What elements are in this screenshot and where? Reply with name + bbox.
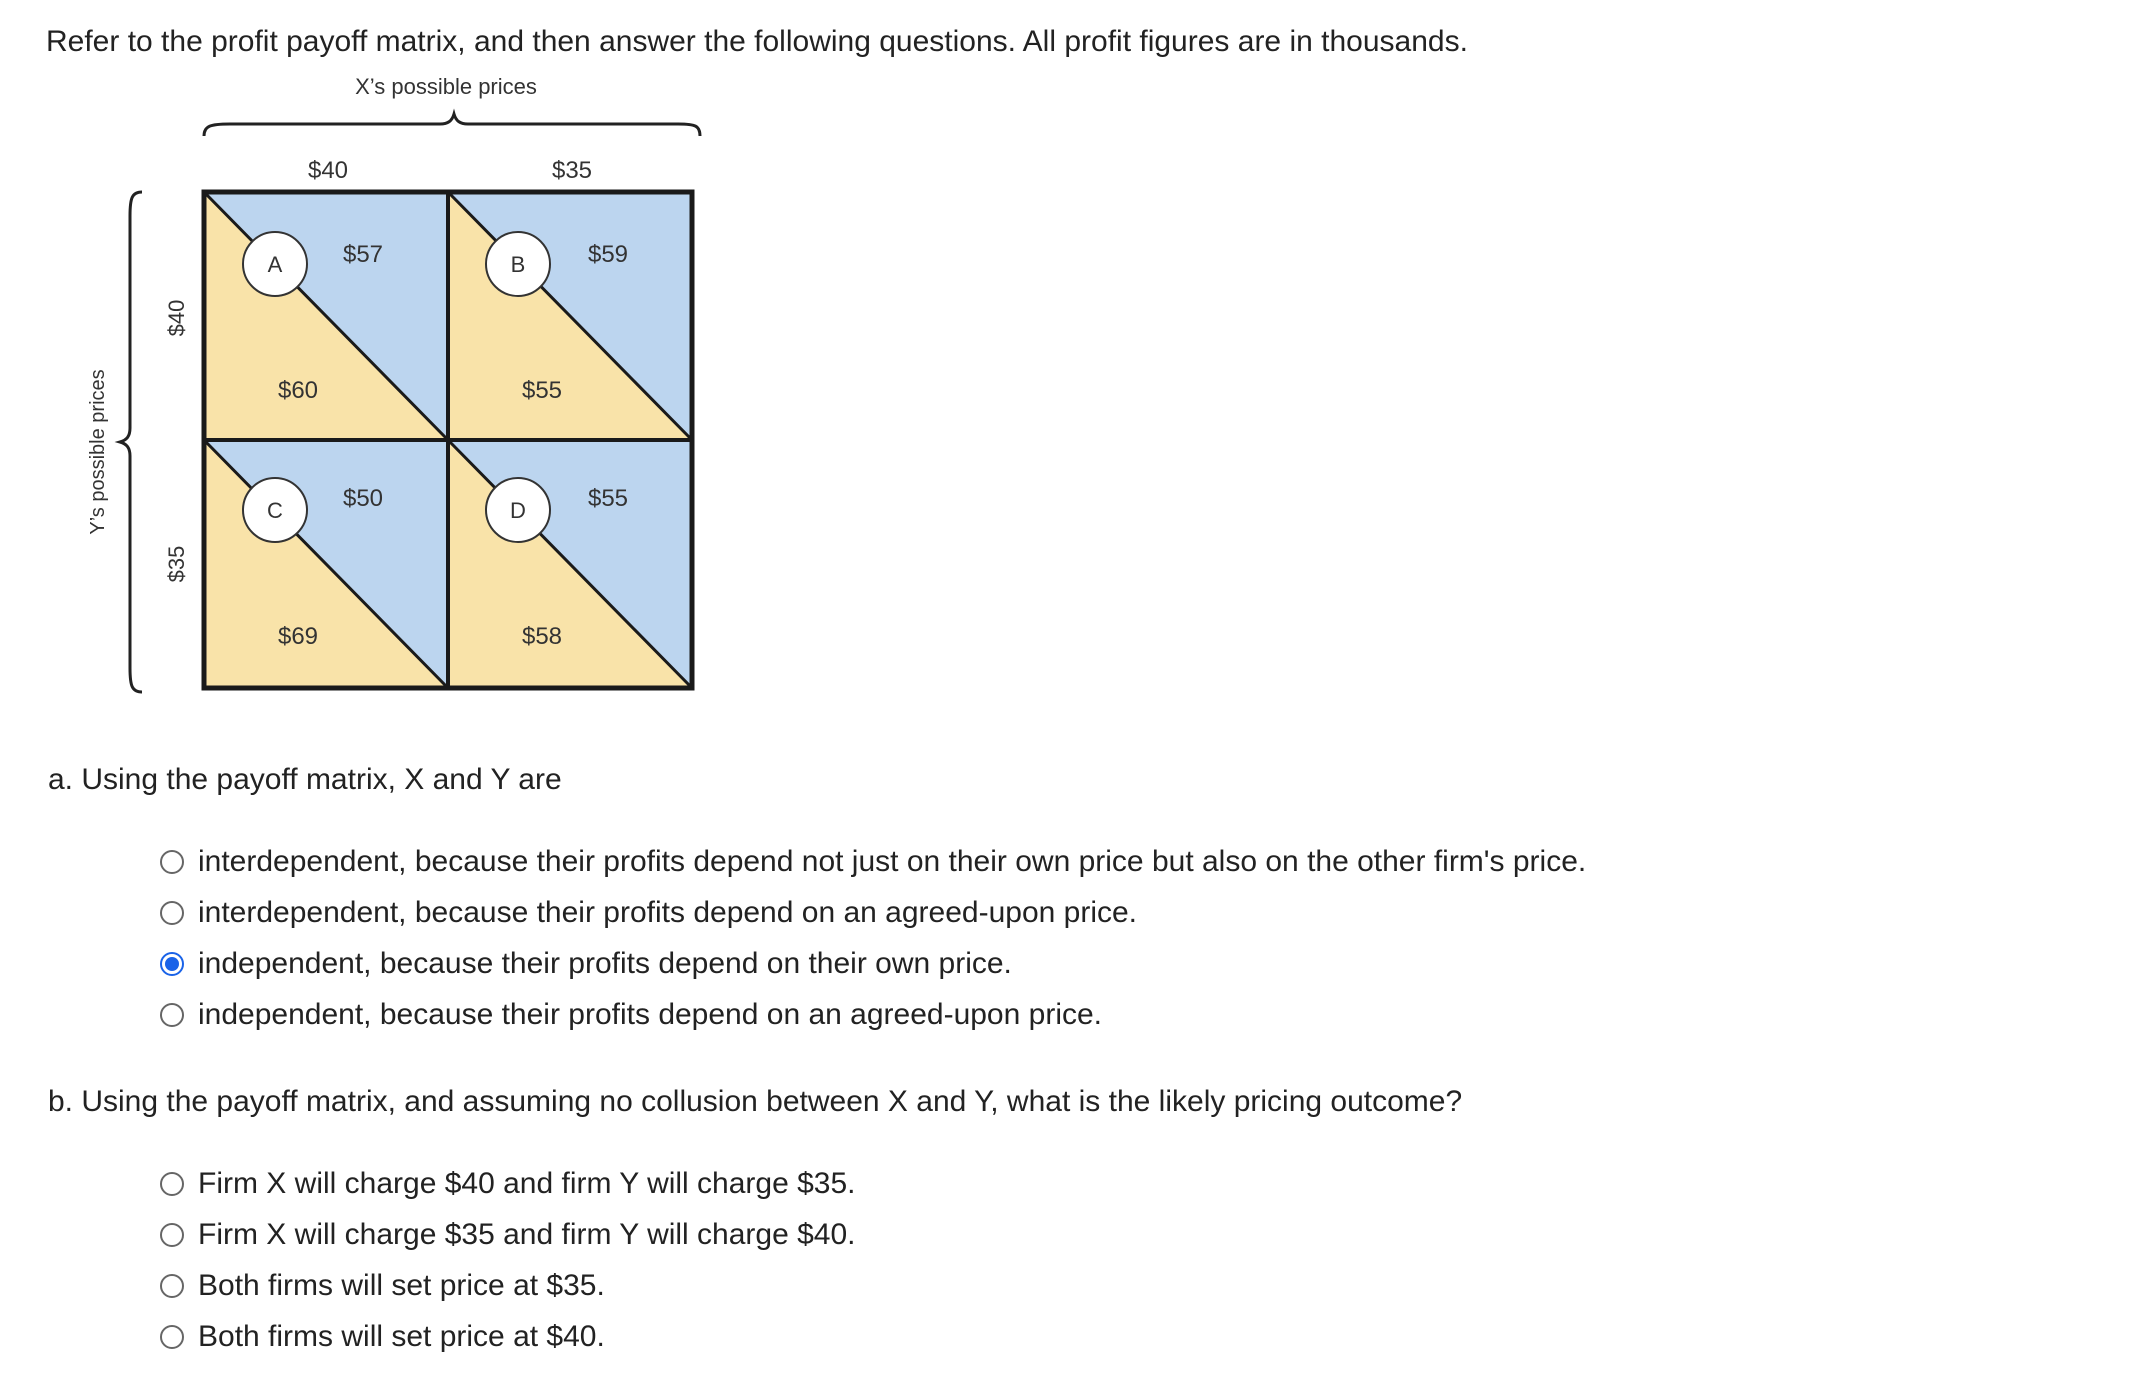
option-label: interdependent, because their profits depend on an agreed-upon price.	[198, 895, 1138, 929]
y-profit-value: $60	[277, 377, 319, 404]
option-label: Both firms will set price at $40.	[198, 1319, 605, 1353]
radio-button[interactable]	[160, 1223, 184, 1247]
payoff-matrix-svg	[70, 66, 720, 696]
question-a-option-2[interactable]	[160, 887, 1586, 938]
payoff-cell-a	[204, 192, 448, 440]
radio-button[interactable]	[160, 1274, 184, 1298]
option-label: Firm X will charge $35 and firm Y will charge $40.	[198, 1217, 856, 1251]
radio-button[interactable]	[160, 1325, 184, 1349]
cell-letter: D	[510, 498, 526, 523]
option-label: interdependent, because their profits depend not just on their own price but also on the other firm's price.	[198, 844, 1587, 878]
payoff-cell-c	[204, 440, 448, 688]
y-profit-value: $55	[521, 377, 563, 404]
x-profit-value: $50	[342, 485, 384, 512]
x-profit-value: $59	[587, 241, 629, 268]
question-b-prompt: b. Using the payoff matrix, and assuming no collusion between X and Y, what is the likely pricing outcome?	[48, 1085, 1463, 1118]
payoff-cell-b	[448, 192, 692, 440]
instructions-text: Refer to the profit payoff matrix, and then answer the following questions. All profit figures are in thousands.	[46, 25, 1468, 58]
x-price-40-label: $40	[307, 157, 349, 184]
question-b-option-4[interactable]	[160, 1311, 856, 1362]
question-b-options	[160, 1158, 856, 1362]
y-price-35-label: $35	[164, 545, 189, 583]
option-label: independent, because their profits depend on their own price.	[198, 946, 1012, 980]
radio-button[interactable]	[160, 850, 184, 874]
radio-button[interactable]	[160, 1003, 184, 1027]
y-axis-label: Y’s possible prices	[87, 369, 109, 535]
x-axis-brace	[204, 114, 700, 136]
y-price-40-label: $40	[164, 299, 189, 337]
question-a-option-1[interactable]	[160, 836, 1586, 887]
x-price-35-label: $35	[551, 157, 593, 184]
question-a-option-4[interactable]	[160, 989, 1586, 1040]
option-label: Firm X will charge $40 and firm Y will charge $35.	[198, 1166, 856, 1200]
x-profit-value: $57	[342, 241, 384, 268]
y-profit-value: $69	[277, 623, 319, 650]
question-b-option-3[interactable]	[160, 1260, 856, 1311]
y-profit-value: $58	[521, 623, 563, 650]
radio-button[interactable]	[160, 1172, 184, 1196]
question-a-option-3[interactable]	[160, 938, 1586, 989]
cell-letter: C	[267, 498, 283, 523]
y-axis-brace	[120, 192, 142, 692]
radio-button[interactable]	[160, 901, 184, 925]
radio-button[interactable]	[160, 952, 184, 976]
cell-letter: B	[510, 252, 526, 277]
question-a-options	[160, 836, 1586, 1040]
x-profit-value: $55	[587, 485, 629, 512]
cell-letter: A	[267, 252, 283, 277]
question-a-prompt: a. Using the payoff matrix, X and Y are	[48, 763, 562, 796]
question-b-option-2[interactable]	[160, 1209, 856, 1260]
x-axis-label: X’s possible prices	[355, 74, 537, 99]
payoff-matrix-figure	[70, 66, 720, 696]
question-b-option-1[interactable]	[160, 1158, 856, 1209]
payoff-cell-d	[448, 440, 692, 688]
option-label: independent, because their profits depend on an agreed-upon price.	[198, 997, 1102, 1031]
option-label: Both firms will set price at $35.	[198, 1268, 605, 1302]
